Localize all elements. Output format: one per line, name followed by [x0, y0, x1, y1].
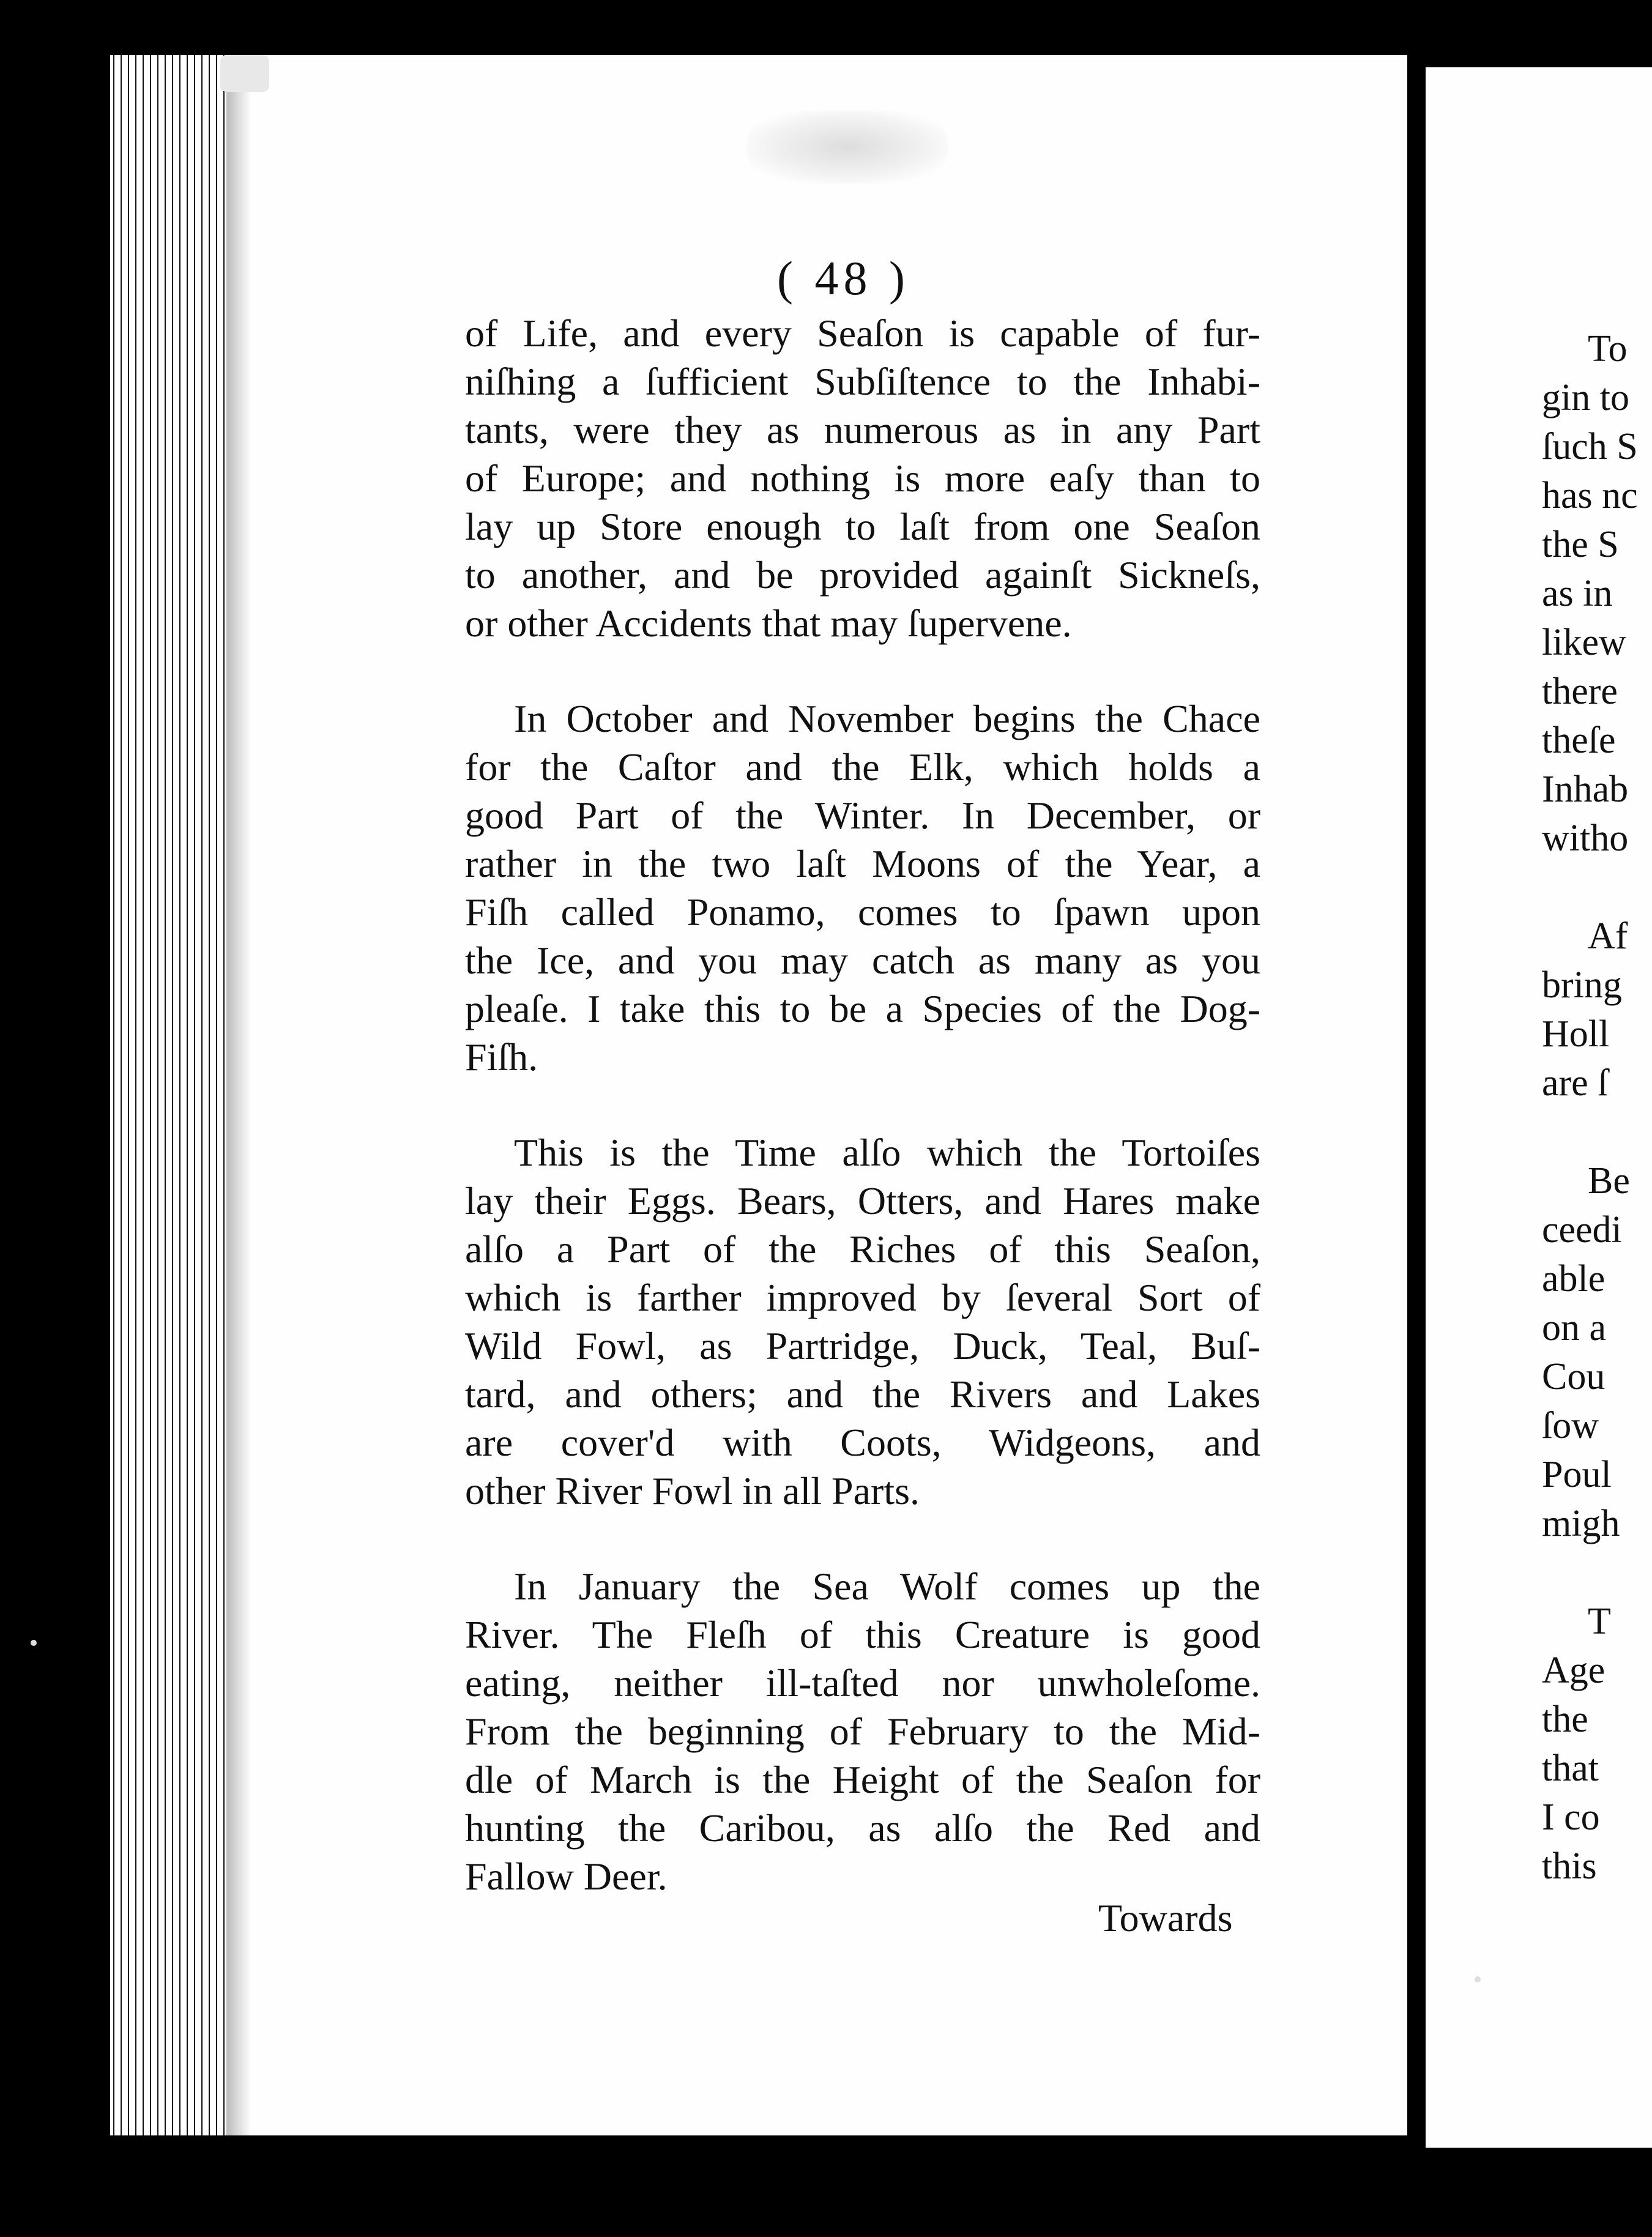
text-line: Fiſh. — [465, 1035, 538, 1079]
right-page-line: on a — [1542, 1307, 1607, 1349]
right-page-line: Af — [1588, 915, 1628, 957]
right-page-line: witho — [1542, 817, 1629, 859]
text-line: rather in the two laſt Moons of the Year, a — [465, 842, 1260, 885]
right-page-line: Be — [1588, 1160, 1630, 1202]
paragraph-3 — [465, 1128, 1260, 1515]
paragraph-1 — [465, 309, 1260, 647]
right-page-line: has nc — [1542, 475, 1638, 516]
right-page-line: able — [1542, 1258, 1605, 1300]
right-page — [1426, 67, 1652, 2148]
text-line: for the Caſtor and the Elk, which holds a — [465, 745, 1260, 789]
page-edge-shadow — [226, 55, 251, 2135]
page-number: ( 48 ) — [777, 251, 910, 305]
text-line: pleaſe. I take this to be a Species of the Dog- — [465, 987, 1260, 1030]
right-page-line: the S — [1542, 524, 1619, 565]
text-line: good Part of the Winter. In December, or — [465, 794, 1260, 837]
right-page-line: T — [1588, 1601, 1611, 1642]
body-text — [465, 309, 1260, 1948]
text-line: From the beginning of February to the Mid- — [465, 1710, 1260, 1753]
right-page-line: that — [1542, 1748, 1599, 1789]
text-line: lay their Eggs. Bears, Otters, and Hares make — [465, 1179, 1260, 1223]
paragraph-4 — [465, 1562, 1260, 1900]
text-line: are cover'd with Coots, Widgeons, and — [465, 1421, 1260, 1464]
text-line: River. The Fleſh of this Creature is good — [465, 1613, 1260, 1656]
text-line: which is farther improved by ſeveral Sort of — [465, 1276, 1260, 1319]
right-page-line: gin to — [1542, 377, 1629, 419]
right-page-line: bring — [1542, 964, 1622, 1006]
right-page-line: ſuch S — [1542, 426, 1638, 467]
catchword: Towards — [1098, 1896, 1233, 1940]
right-page-line: are ſ — [1542, 1062, 1609, 1104]
text-line: alſo a Part of the Riches of this Seaſon, — [465, 1227, 1260, 1271]
stain-mark — [746, 110, 948, 184]
right-page-line: I co — [1542, 1796, 1600, 1838]
right-page-line: Inhab — [1542, 769, 1629, 810]
page-edges — [110, 55, 226, 2135]
text-line: Wild Fowl, as Partridge, Duck, Teal, Buſ- — [465, 1324, 1260, 1368]
text-line: eating, neither ill-taſted nor unwholeſome. — [465, 1661, 1260, 1705]
speck-mark — [31, 1640, 37, 1646]
right-page-line: as in — [1542, 573, 1613, 614]
paragraph-2 — [465, 694, 1260, 1081]
right-page-line: theſe — [1542, 720, 1616, 761]
book-gutter — [1407, 55, 1426, 2135]
text-line: niſhing a ſufficient Subſiſtence to the Inhabi- — [465, 360, 1260, 403]
right-page-line: likew — [1542, 622, 1626, 663]
text-line: of Life, and every Seaſon is capable of fur- — [465, 311, 1260, 355]
right-page-line: ſow — [1542, 1405, 1599, 1446]
text-line: of Europe; and nothing is more eaſy than to — [465, 456, 1260, 500]
text-line: Fallow Deer. — [465, 1855, 668, 1898]
page-corner-stain — [220, 55, 269, 92]
right-page-line: Poul — [1542, 1454, 1612, 1495]
text-line: tants, were they as numerous as in any Part — [465, 408, 1260, 452]
text-line: hunting the Caribou, as alſo the Red and — [465, 1806, 1260, 1850]
text-line: to another, and be provided againſt Sickneſs, — [465, 553, 1260, 597]
right-page-line: Age — [1542, 1650, 1605, 1691]
text-line: lay up Store enough to laſt from one Seaſon — [465, 505, 1260, 548]
right-page-line: the — [1542, 1699, 1588, 1740]
right-page-line: Cou — [1542, 1356, 1605, 1398]
text-line: tard, and others; and the Rivers and Lakes — [465, 1372, 1260, 1416]
text-line: or other Accidents that may ſupervene. — [465, 601, 1072, 645]
text-line: This is the Time alſo which the Tortoiſes — [514, 1131, 1260, 1174]
text-line: other River Fowl in all Parts. — [465, 1469, 920, 1513]
right-page-line: Holl — [1542, 1013, 1610, 1055]
right-page-line: To — [1588, 328, 1628, 370]
speck-mark — [1475, 1976, 1481, 1982]
text-line: dle of March is the Height of the Seaſon for — [465, 1758, 1260, 1801]
text-line: In January the Sea Wolf comes up the — [514, 1565, 1260, 1608]
text-line: Fiſh called Ponamo, comes to ſpawn upon — [465, 890, 1260, 934]
right-page-line: ceedi — [1542, 1209, 1622, 1251]
right-page-line: this — [1542, 1845, 1597, 1887]
text-line: In October and November begins the Chace — [514, 697, 1260, 740]
right-page-line: there — [1542, 671, 1618, 712]
text-line: the Ice, and you may catch as many as you — [465, 939, 1260, 982]
right-page-line: migh — [1542, 1503, 1620, 1544]
